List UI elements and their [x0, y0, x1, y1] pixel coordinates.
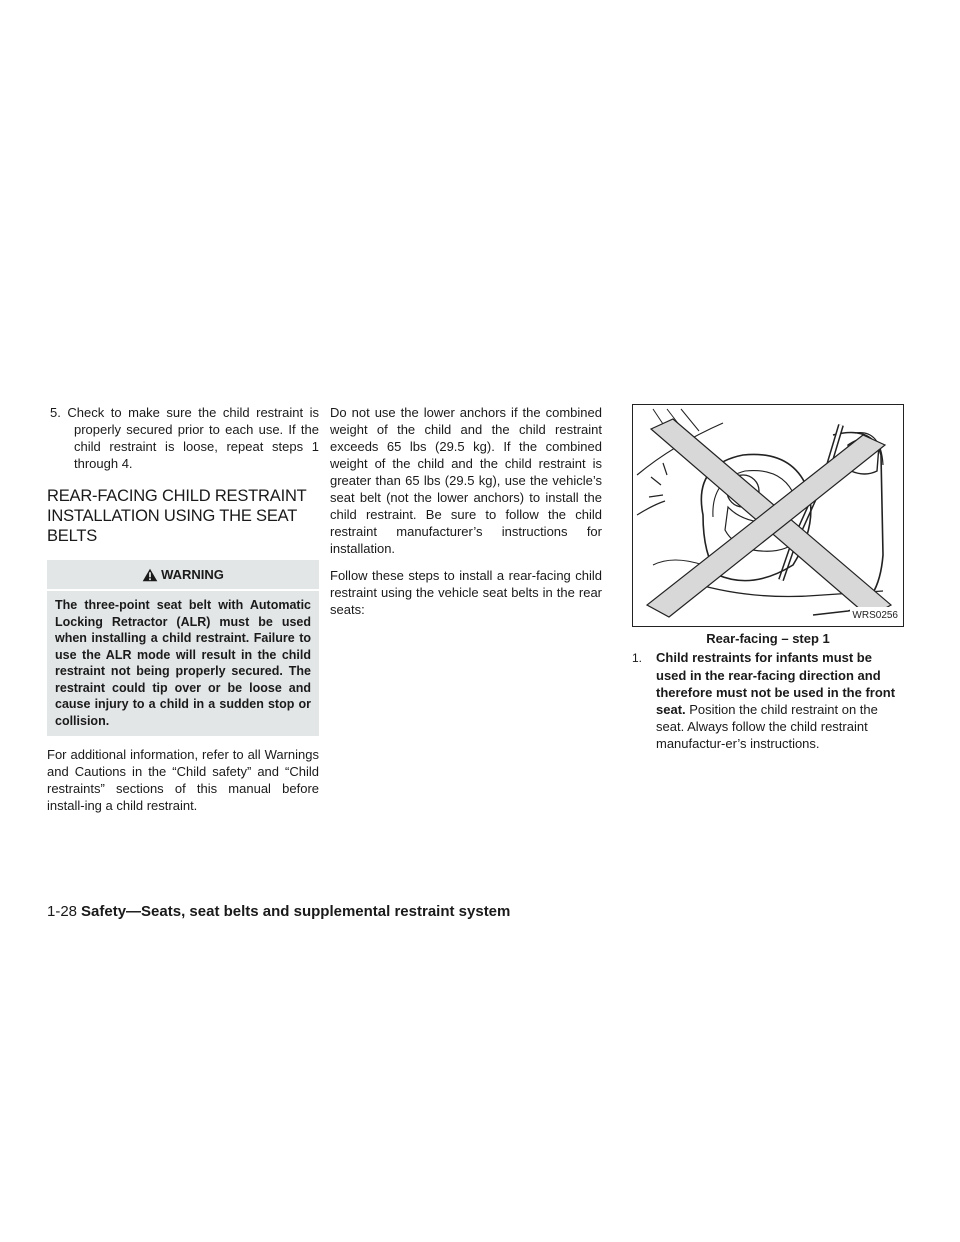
- warning-box: [47, 560, 319, 736]
- rear-facing-step1-figure: [632, 404, 904, 627]
- warning-header: [47, 560, 319, 591]
- warning-label: WARNING: [161, 567, 224, 582]
- figure-caption: Rear-facing – step 1: [706, 631, 830, 646]
- page-footer: [47, 903, 510, 921]
- section-title: REAR-FACING CHILD RESTRAINT INSTALLATION USING THE SEAT BELTS: [47, 487, 307, 545]
- step-5-text: 5. Check to make sure the child restraint is properly secured prior to each use. If the child restraint is loose, repeat steps 1 through 4.: [50, 405, 319, 471]
- step-1-text: Position the child restraint on the seat. Always follow the child restraint manufactur-er’s instructions.: [656, 702, 878, 751]
- step-1-bold-text: Child restraints for infants must be used in the rear-facing direction and therefore must not be used in the front seat.: [656, 650, 896, 717]
- warning-text: The three-point seat belt with Automatic Locking Retractor (ALR) must be used when installing a child restraint. Failure to use the ALR mode will result in the child restraint not being properly secured. The restraint could tip over or be loose and cause injury to a child in a sudden stop or collision.: [55, 598, 311, 728]
- page-number: 1-28: [47, 903, 78, 920]
- step-1-number: 1.: [632, 651, 643, 665]
- step-1: [632, 649, 904, 752]
- left-column: [47, 404, 319, 814]
- additional-info-text: For additional information, refer to all Warnings and Cautions in the “Child safety” and “Child restraints” sections of this manual before install-ing a child restraint.: [47, 747, 319, 813]
- middle-column: [330, 404, 602, 618]
- warning-triangle-icon: [142, 568, 158, 582]
- lower-anchor-paragraph: Do not use the lower anchors if the combined weight of the child and the child restraint exceeds 65 lbs (29.5 kg). If the combined weight of the child and the child restraint is greater than 65 lbs (29.5 kg), use the vehicle’s seat belt (not the lower anchors) to install the child restraint. Be sure to follow the child restraint manufacturer’s instructions for installation.: [330, 405, 602, 556]
- follow-steps-paragraph: Follow these steps to install a rear-facing child restraint using the vehicle seat belts in the rear seats:: [330, 568, 602, 617]
- right-column: [632, 404, 904, 752]
- chapter-title: Safety—Seats, seat belts and supplemental restraint system: [81, 903, 511, 920]
- figure-code: WRS0256: [850, 607, 900, 624]
- child-seat-illustration: [633, 405, 903, 626]
